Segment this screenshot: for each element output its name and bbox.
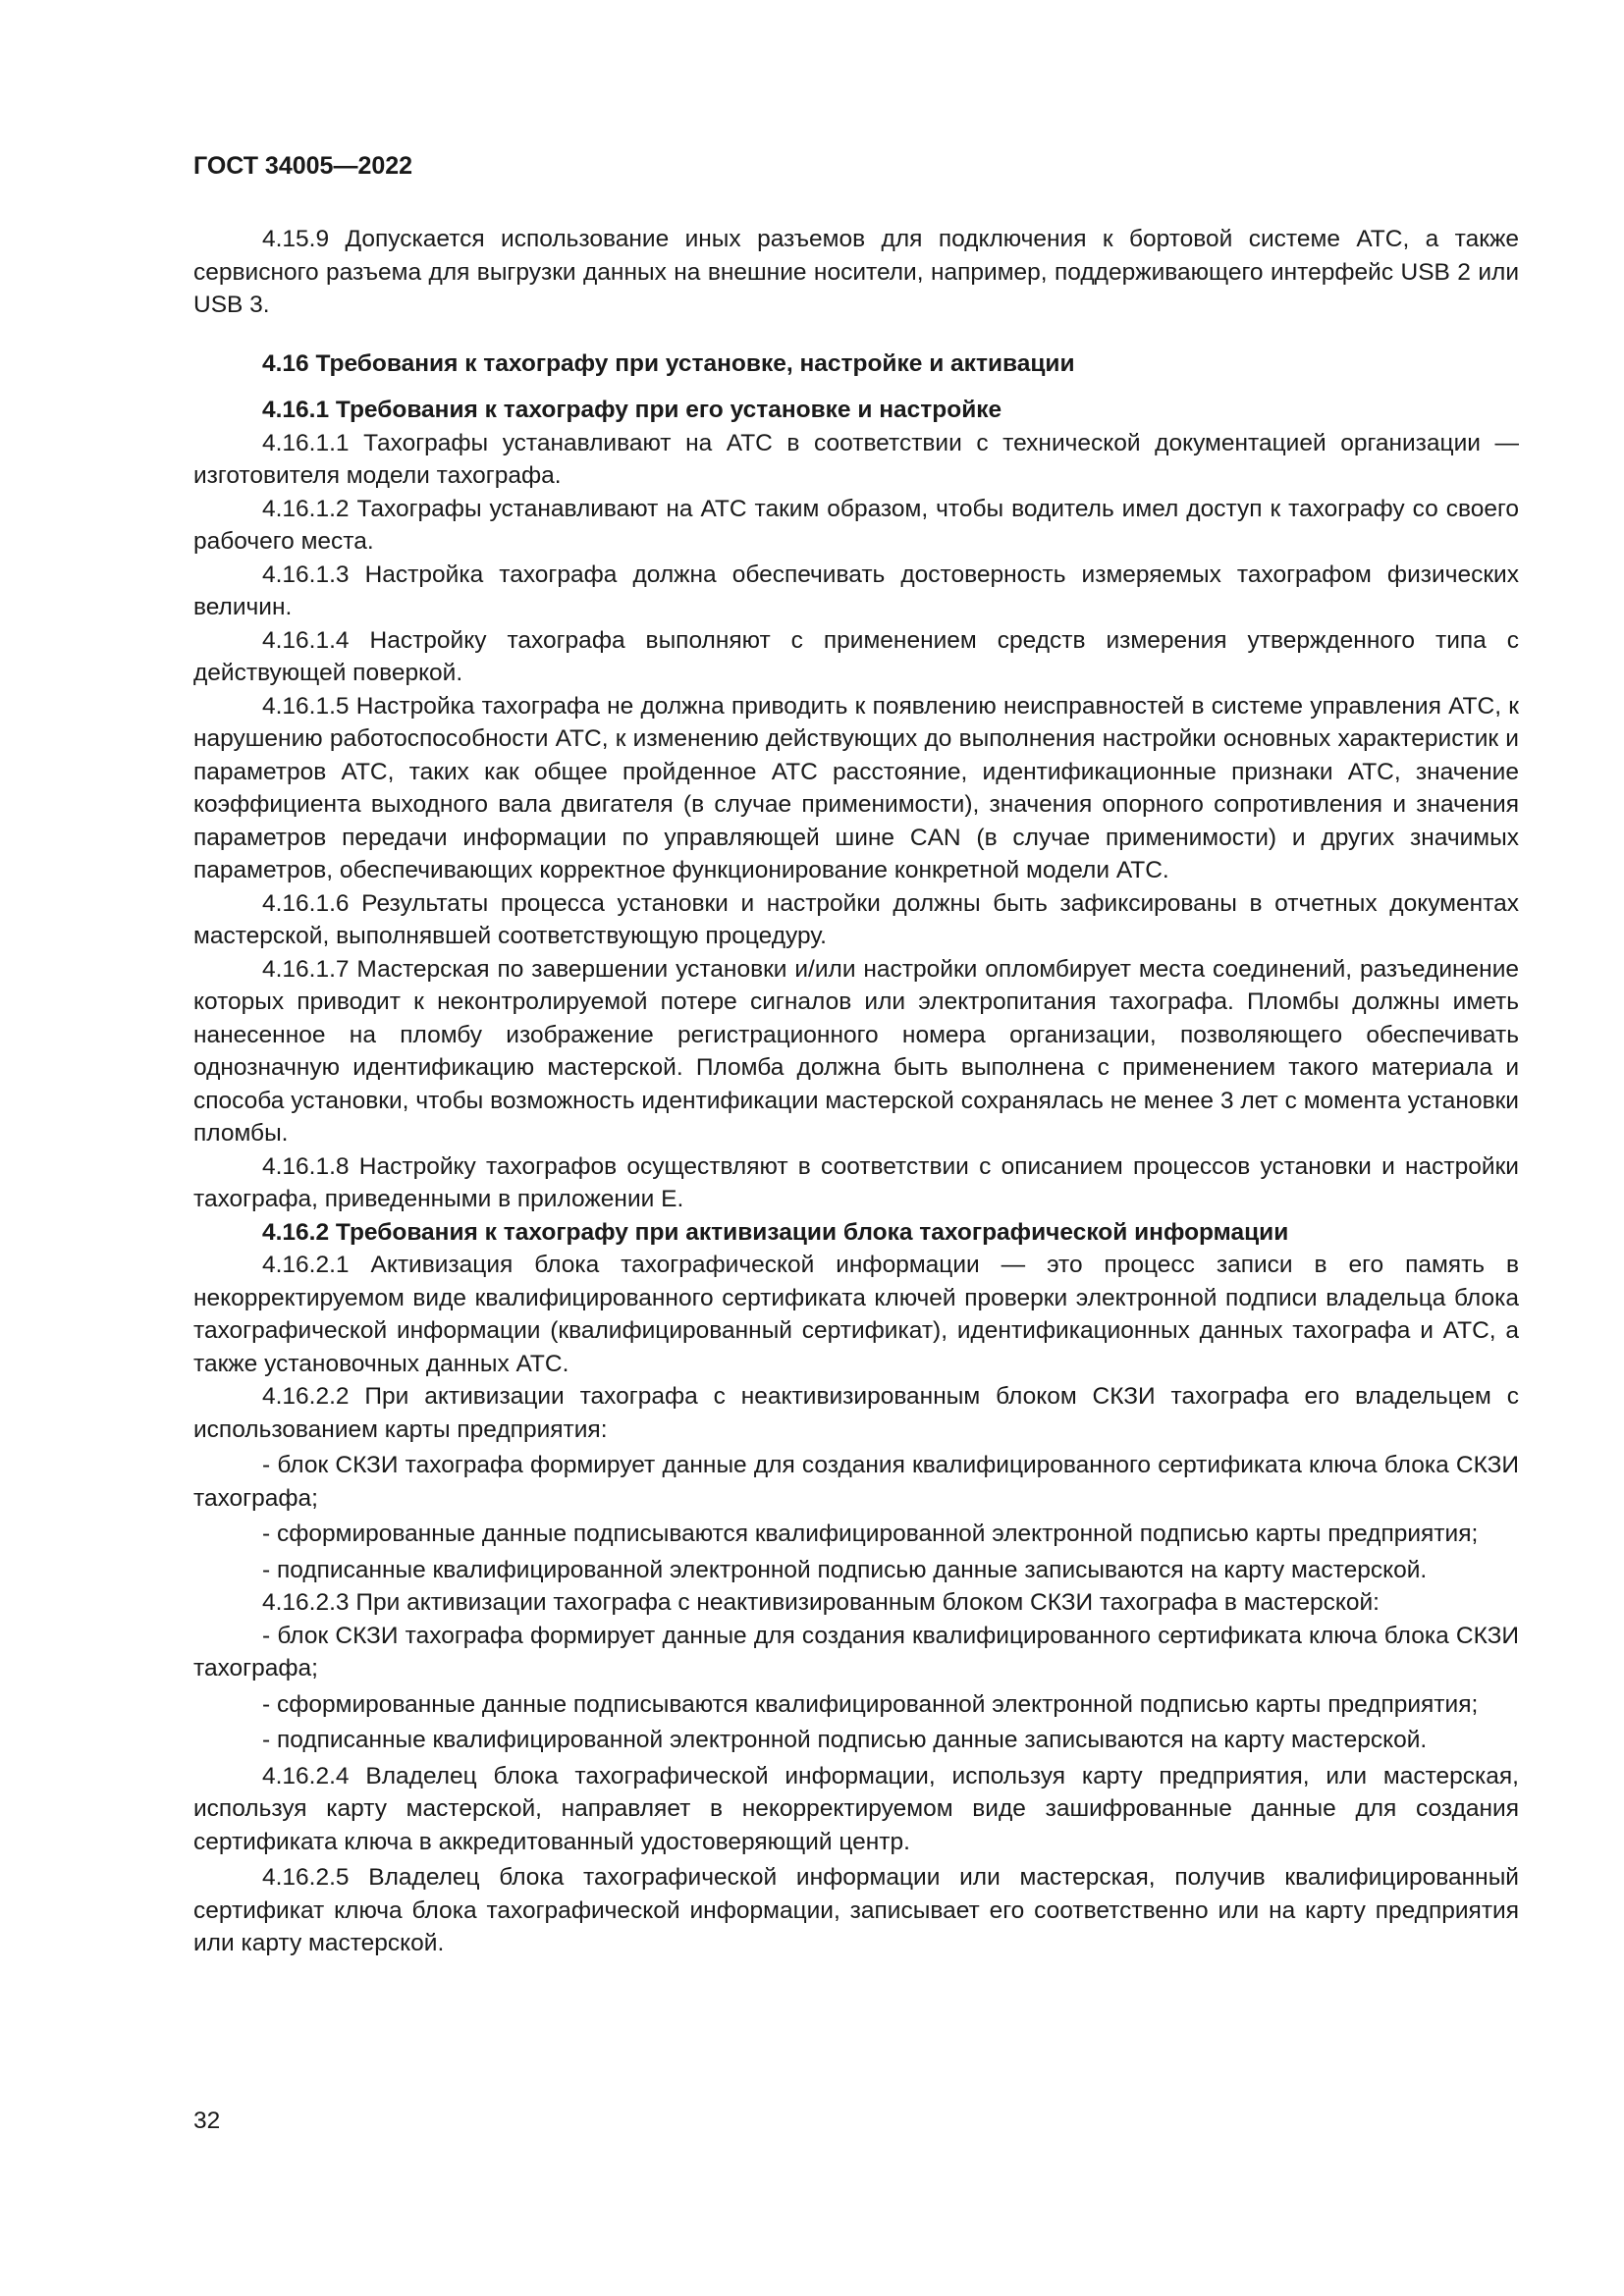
paragraph-4-16-1-4: 4.16.1.4 Настройку тахографа выполняют с применением средств измерения утвержденного типа с действующей поверкой. [193, 626, 1519, 686]
paragraph-4-16-1-1: 4.16.1.1 Тахографы устанавливают на АТС в соответствии с технической документацией организации — изготовителя модели тахографа. [193, 429, 1519, 489]
paragraph-4-15-9: 4.15.9 Допускается использование иных разъемов для подключения к бортовой системе АТС, а также сервисного разъема для выгрузки данных на внешние носители, например, поддерживающего интерфейс USB 2 или USB 3. [193, 226, 1519, 318]
paragraph-4-16-2-1: 4.16.2.1 Активизация блока тахографической информации — это процесс записи в его память в некорректируемом виде квалифицированного сертификата ключей проверки электронной подписи владельца блока тахографической информации (квалифицированный сертификат), идентификационных данных тахографа и АТС, а также установочных данных АТС. [193, 1252, 1519, 1377]
paragraph-4-16-2-5: 4.16.2.5 Владелец блока тахографической информации или мастерская, получив квалифицированный сертификат ключа блока тахографической информации, записывает его соответственно или на карту предприятия или карту мастерской. [193, 1864, 1519, 1956]
list-item: - блок СКЗИ тахографа формирует данные для создания квалифицированного сертификата ключа блока СКЗИ тахографа; [193, 1622, 1519, 1682]
paragraph-4-16-1-6: 4.16.1.6 Результаты процесса установки и настройки должны быть зафиксированы в отчетных документах мастерской, выполнявшей соответствующую процедуру. [193, 889, 1519, 949]
list-item: - подписанные квалифицированной электронной подписью данные записываются на карту мастерской. [262, 1556, 1428, 1583]
paragraph-4-16-2-4: 4.16.2.4 Владелец блока тахографической информации, используя карту предприятия, или мастерская, используя карту мастерской, направляет в некорректируемом виде зашифрованные данные для создания сертификата ключа в аккредитованный удостоверяющий центр. [193, 1762, 1519, 1855]
page-number: 32 [193, 2108, 221, 2134]
paragraph-4-16-1-8: 4.16.1.8 Настройку тахографов осуществляют в соответствии с описанием процессов установки и настройки тахографа, приведенными в приложении Е. [193, 1152, 1519, 1212]
section-heading-4-16: 4.16 Требования к тахографу при установке, настройке и активации [262, 349, 1075, 377]
list-item: - сформированные данные подписываются квалифицированной электронной подписью карты предприятия; [262, 1521, 1479, 1547]
list-item: - подписанные квалифицированной электронной подписью данные записываются на карту мастерской. [262, 1727, 1428, 1753]
paragraph-4-16-2-3: 4.16.2.3 При активизации тахографа с неактивизированным блоком СКЗИ тахографа в мастерской: [262, 1589, 1380, 1616]
paragraph-4-16-1-3: 4.16.1.3 Настройка тахографа должна обеспечивать достоверность измеряемых тахографом физических величин. [193, 561, 1519, 620]
paragraph-4-16-2-2: 4.16.2.2 При активизации тахографа с неактивизированным блоком СКЗИ тахографа его владельцем с использованием карты предприятия: [193, 1383, 1519, 1443]
subsection-heading-4-16-2: 4.16.2 Требования к тахографу при активизации блока тахографической информации [262, 1218, 1289, 1246]
subsection-heading-4-16-1: 4.16.1 Требования к тахографу при его установке и настройке [262, 397, 1002, 423]
list-item: - блок СКЗИ тахографа формирует данные для создания квалифицированного сертификата ключа блока СКЗИ тахографа; [193, 1452, 1519, 1512]
paragraph-4-16-1-7: 4.16.1.7 Мастерская по завершении установки и/или настройки опломбирует места соединений, разъединение которых приводит к неконтролируемой потере сигналов или электропитания тахографа. Пломбы должны иметь нанесенное на пломбу изображение регистрационного номера организации, позволяющего обеспечивать однозначную идентификацию мастерской. Пломба должна быть выполнена с применением такого материала и способа установки, чтобы возможность идентификации мастерской сохранялась не менее 3 лет с момента установки пломбы. [193, 955, 1519, 1147]
document-header: ГОСТ 34005—2022 [193, 152, 413, 180]
list-item: - сформированные данные подписываются квалифицированной электронной подписью карты предприятия; [262, 1690, 1479, 1718]
paragraph-4-16-1-5: 4.16.1.5 Настройка тахографа не должна приводить к появлению неисправностей в системе управления АТС, к нарушению работоспособности АТС, к изменению действующих до выполнения настройки основных характеристик и параметров АТС, таких как общее пройденное АТС расстояние, идентификационные признаки АТС, значение коэффициента выходного вала двигателя (в случае применимости), значения опорного сопротивления и значения параметров передачи информации по управляющей шине CAN (в случае применимости) и других значимых параметров, обеспечивающих корректное функционирование конкретной модели АТС. [193, 692, 1519, 883]
paragraph-4-16-1-2: 4.16.1.2 Тахографы устанавливают на АТС таким образом, чтобы водитель имел доступ к тахографу со своего рабочего места. [193, 495, 1519, 555]
document-body [193, 223, 1519, 1960]
